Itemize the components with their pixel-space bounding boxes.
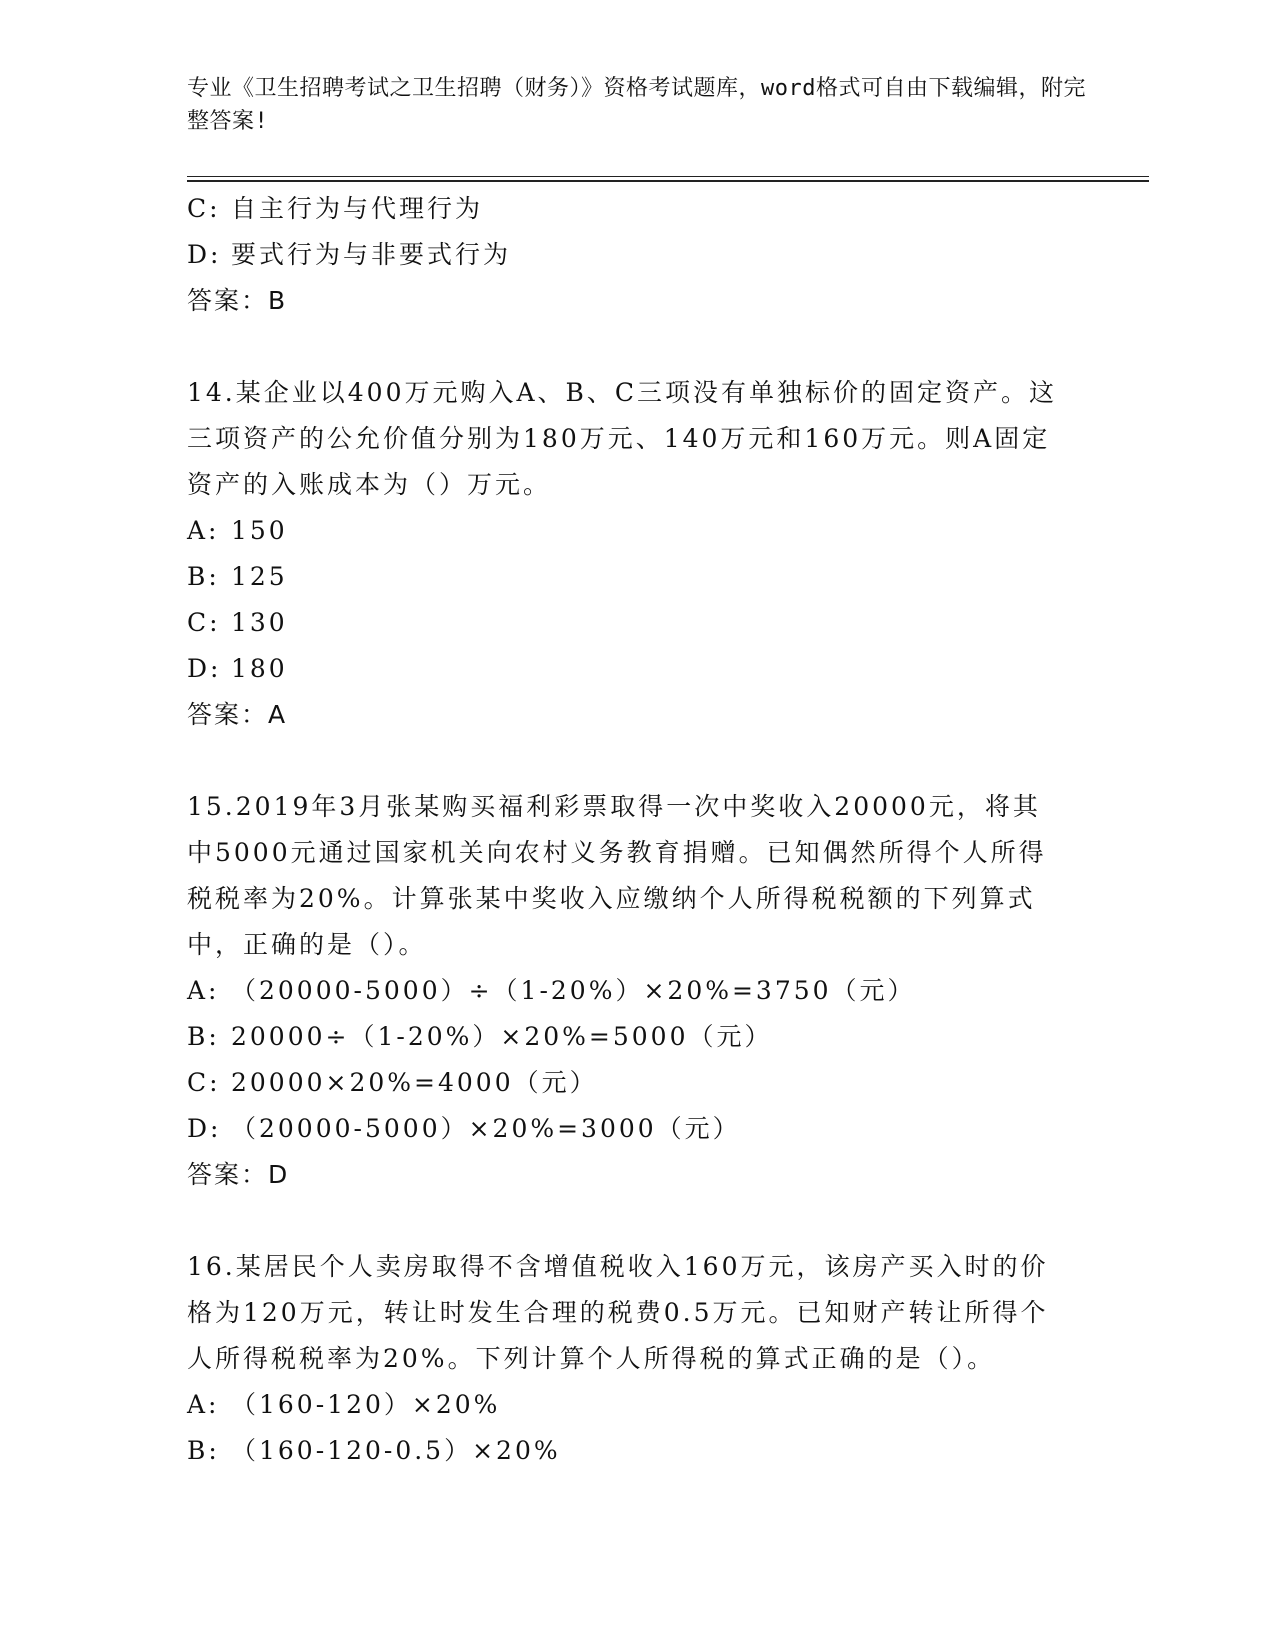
option-label: A: [187, 516, 220, 545]
header-rule-thick [187, 180, 1149, 182]
option-line [187, 554, 1087, 600]
option-line [187, 1382, 1087, 1428]
option-text: 150 [231, 516, 288, 545]
option-line [187, 1106, 1087, 1152]
answer-line: 答案：B [187, 286, 288, 315]
spacer [187, 1198, 1087, 1244]
option-line [187, 600, 1087, 646]
option-text: （20000-5000）÷（1-20%）×20%=3750（元） [231, 976, 916, 1005]
question-15 [187, 784, 1087, 1198]
option-text: （20000-5000）×20%=3000（元） [231, 1114, 741, 1143]
question-stem: 15.2019年3月张某购买福利彩票取得一次中奖收入20000元，将其中5000元通过国家机关向农村义务教育捐赠。已知偶然所得个人所得税税率为20%。计算张某中奖收入应缴纳个人所得税税额的下列算式中，正确的是（）。 [187, 792, 1047, 959]
question-stem: 14.某企业以400万元购入A、B、C三项没有单独标价的固定资产。这三项资产的公允价值分别为180万元、140万元和160万元。则A固定资产的入账成本为（）万元。 [187, 378, 1058, 499]
option-text: 自主行为与代理行为 [231, 194, 484, 223]
option-label: B: [187, 1022, 220, 1051]
option-label: B: [187, 562, 220, 591]
option-text: （160-120-0.5）×20% [231, 1436, 561, 1465]
option-line [187, 186, 1087, 232]
option-label: A: [187, 976, 220, 1005]
option-label: C: [187, 194, 221, 223]
option-text: 130 [231, 608, 288, 637]
option-text: 125 [231, 562, 288, 591]
option-line [187, 1428, 1087, 1474]
spacer [187, 324, 1087, 370]
answer-line: 答案：D [187, 1160, 290, 1189]
question-14 [187, 370, 1087, 738]
option-text: （160-120）×20% [231, 1390, 501, 1419]
header-rule-thin [187, 176, 1149, 177]
question-16 [187, 1244, 1087, 1474]
header-text: 专业《卫生招聘考试之卫生招聘（财务）》资格考试题库，word格式可自由下载编辑，附完整答案! [187, 76, 1086, 134]
option-line [187, 508, 1087, 554]
option-line [187, 232, 1087, 278]
option-text: 要式行为与非要式行为 [231, 240, 512, 269]
option-label: D: [187, 240, 222, 269]
question-stem: 16.某居民个人卖房取得不含增值税收入160万元，该房产买入时的价格为120万元，转让时发生合理的税费0.5万元。已知财产转让所得个人所得税税率为20%。下列计算个人所得税的算式正确的是（）。 [187, 1252, 1049, 1373]
option-label: A: [187, 1390, 220, 1419]
option-label: D: [187, 1114, 222, 1143]
option-text: 180 [231, 654, 288, 683]
option-label: B: [187, 1436, 220, 1465]
option-line [187, 646, 1087, 692]
answer-line: 答案：A [187, 700, 288, 729]
option-line [187, 968, 1087, 1014]
option-label: C: [187, 608, 221, 637]
spacer [187, 738, 1087, 784]
option-text: 20000×20%=4000（元） [231, 1068, 598, 1097]
question-content [187, 186, 1087, 1474]
option-line [187, 1014, 1087, 1060]
document-header [187, 72, 1147, 138]
option-text: 20000÷（1-20%）×20%=5000（元） [231, 1022, 773, 1051]
option-line [187, 1060, 1087, 1106]
option-label: C: [187, 1068, 221, 1097]
prev-question [187, 186, 1087, 324]
option-label: D: [187, 654, 222, 683]
